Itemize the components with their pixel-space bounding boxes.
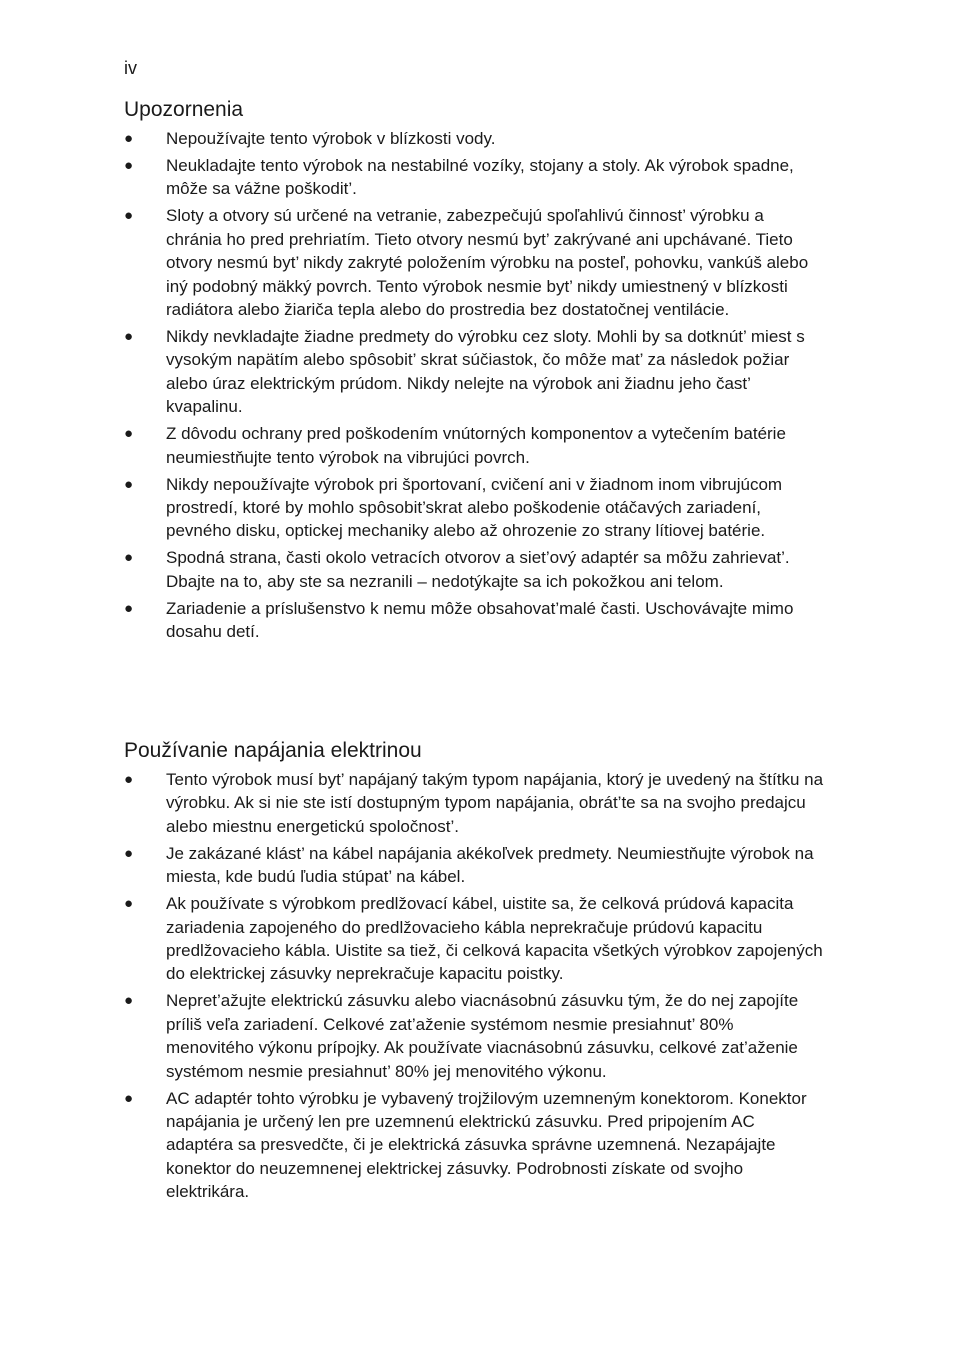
page-number: iv	[124, 58, 137, 78]
list-item-text: Spodná strana, časti okolo vetracích otvorov a siet’ový adaptér sa môžu zahrievat’. Dbajte na to, aby ste sa nezranili – nedotýkajte sa ich pokožkou ani telom.	[166, 548, 790, 591]
bullet-list	[124, 127, 824, 644]
list-item	[124, 546, 824, 593]
section-heading: Upozornenia	[124, 98, 244, 121]
bullet-icon: ●	[124, 549, 134, 567]
bullet-icon: ●	[124, 844, 134, 862]
list-item	[124, 127, 824, 150]
list-item	[124, 154, 824, 201]
list-item	[124, 768, 824, 838]
bullet-list	[124, 768, 824, 1204]
list-item-text: Nepoužívajte tento výrobok v blízkosti vody.	[166, 129, 496, 148]
list-item	[124, 842, 824, 889]
bullet-icon: ●	[124, 425, 134, 443]
list-item-text: Nepret’ažujte elektrickú zásuvku alebo viacnásobnú zásuvku tým, že do nej zapojíte príliš veľa zariadení. Celkové zat’aženie systémom nesmie presiahnut’ 80% menovitého výkonu prípojky. Ak používate viacnásobnú zásuvku, celkové zat’aženie systémom nesmie presiahnut’ 80% jej menovitého výkonu.	[166, 991, 799, 1081]
list-item-text: AC adaptér tohto výrobku je vybavený trojžilovým uzemneným konektorom. Konektor napájania je určený len pre uzemnenú elektrickú zásuvku. Pred pripojením AC adaptéra sa presvedčte, či je elektrická zásuvka správne uzemnená. Nezapájajte konektor do neuzemnenej elektrickej zásuvky. Podrobnosti získate od svojho elektrikára.	[166, 1088, 807, 1202]
list-item	[124, 1087, 824, 1204]
bullet-icon: ●	[124, 599, 134, 617]
list-item	[124, 597, 824, 644]
list-item	[124, 473, 824, 543]
list-item-text: Nikdy nepoužívajte výrobok pri športovaní, cvičení ani v žiadnom inom vibrujúcom prostredí, ktoré by mohlo spôsobit’skrat alebo poškodenie otáčavých zariadení, pevného disku, optickej mechaniky alebo až ohrozenie zo strany lítiovej batérie.	[166, 474, 783, 541]
section-power	[124, 738, 824, 1207]
list-item-text: Tento výrobok musí byt’ napájaný takým typom napájania, ktorý je uvedený na štítku na výrobku. Ak si nie ste istí dostupným typom napájania, obrát’te sa na svojho predajcu alebo miestnu energetickú spoločnost’.	[166, 770, 824, 836]
bullet-icon: ●	[124, 895, 134, 913]
list-item-text: Sloty a otvory sú určené na vetranie, zabezpečujú spoľahlivú činnost’ výrobku a chránia ho pred prehriatím. Tieto otvory nesmú byt’ zakrývané ani upchávané. Tieto otvory nesmú byt’ nikdy zakryté položením výrobku na posteľ, pohovku, vankúš alebo iný podobný mäkký povrch. Tento výrobok nesmie byt’ nikdy umiestnený v blízkosti radiátora alebo žiariča tepla alebo do prostredia bez dostatočnej ventilácie.	[166, 206, 809, 320]
bullet-icon: ●	[124, 130, 134, 147]
bullet-icon: ●	[124, 992, 134, 1010]
list-item-text: Je zakázané klást’ na kábel napájania akékoľvek predmety. Neumiestňujte výrobok na miesta, kde budú ľudia stúpat’ na kábel.	[166, 843, 814, 887]
section-heading: Používanie napájania elektrinou	[124, 739, 422, 762]
list-item-text: Ak používate s výrobkom predlžovací kábel, uistite sa, že celková prúdová kapacita zariadenia zapojeného do predlžovacieho kábla neprekračuje prúdovú kapacitu predlžovacieho kábla. Uistite sa tiež, či celková kapacita všetkých výrobkov zapojených do elektrickej zásuvky neprekračuje kapacitu poistky.	[166, 894, 823, 984]
list-item	[124, 204, 824, 321]
list-item-text: Nikdy nevkladajte žiadne predmety do výrobku cez sloty. Mohli by sa dotknút’ miest s vysokým napätím alebo spôsobit’ skrat súčiastok, čo môže mat’ za následok požiar alebo úraz elektrickým prúdom. Nikdy nelejte na výrobok ani žiadnu jeho čast’ kvapalinu.	[166, 327, 805, 417]
bullet-icon: ●	[124, 157, 134, 174]
bullet-icon: ●	[124, 207, 134, 225]
list-item	[124, 989, 824, 1083]
bullet-icon: ●	[124, 771, 134, 788]
bullet-icon: ●	[124, 328, 134, 346]
list-item-text: Z dôvodu ochrany pred poškodením vnútorných komponentov a vytečením batérie neumiestňujte tento výrobok na vibrujúci povrch.	[166, 424, 786, 467]
section-warnings	[124, 97, 824, 647]
bullet-icon: ●	[124, 475, 134, 493]
list-item	[124, 422, 824, 469]
list-item-text: Zariadenie a príslušenstvo k nemu môže obsahovat’malé časti. Uschovávajte mimo dosahu detí.	[166, 598, 794, 642]
list-item	[124, 325, 824, 419]
list-item	[124, 892, 824, 986]
list-item-text: Neukladajte tento výrobok na nestabilné vozíky, stojany a stoly. Ak výrobok spadne, môže sa vážne poškodit’.	[166, 156, 794, 199]
bullet-icon: ●	[124, 1089, 134, 1107]
